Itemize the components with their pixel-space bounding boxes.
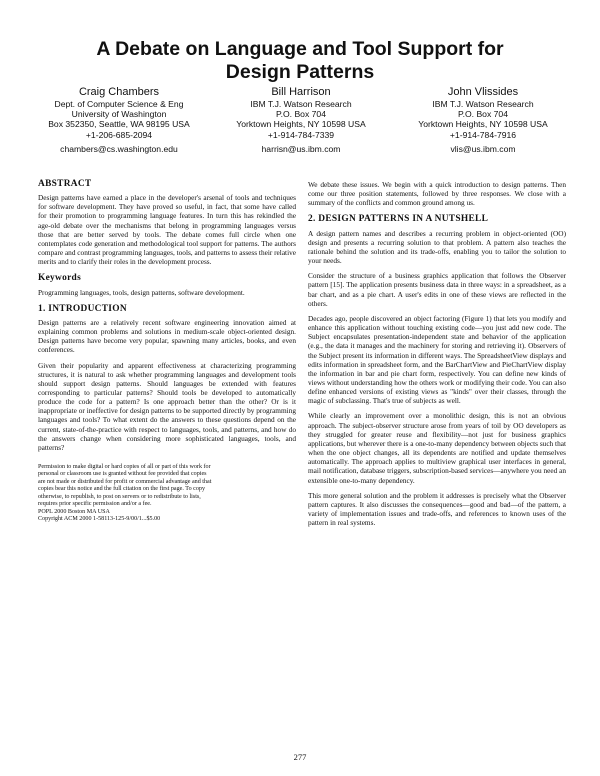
title-line-2: Design Patterns: [225, 61, 375, 83]
right-column: [308, 180, 566, 533]
permission-line: requires prior specific permission and/or a fee.: [38, 501, 152, 508]
section2-paragraph: A design pattern names and describes a recurring problem in object-oriented (OO) design and presents a recurring solution to that problem. A pattern also teaches the rationale behind the solution and its trade-offs, enabling you to tailor the solution to your needs.: [308, 228, 566, 266]
author-phone: +1-914-784-7916: [449, 129, 517, 140]
author-affiliation: IBM T.J. Watson Research: [432, 99, 534, 109]
author-address: Box 352350, Seattle, WA 98195 USA: [48, 119, 190, 130]
author-name: John Vlissides: [447, 86, 519, 98]
permission-line: otherwise, to republish, to post on servers or to redistribute to lists,: [38, 493, 201, 500]
permission-line: personal or classroom use is granted without fee provided that copies: [38, 471, 207, 478]
title-line-1: A Debate on Language and Tool Support for: [96, 38, 504, 60]
section2-paragraph: Consider the structure of a business graphics application that follows the Observer pattern [15]. The application presents business data in three ways: in a spreadsheet, as a bar chart, and as a pie chart. A user's edits in one of these views are reflected in the others.: [308, 271, 566, 308]
introduction-paragraph: Given their popularity and apparent effectiveness at characterizing programming structures, it is natural to ask whether programming languages and development tools should support design patterns. Should languages be extended with features corresponding to particular patterns? Should tools be developed to automatically produce the code for a pattern? Is one approach better than the other? Or is it inappropriate or ineffective for design patterns to be supported directly by programming languages and tools? To what extent do the answers to these questions depend on the current, state-of-the-practice with respect to languages, tools, and patterns, and how do the answers change when considering more sophisticated languages, tools, and patterns?: [38, 360, 296, 452]
author-name: Craig Chambers: [78, 86, 160, 98]
keywords-text: Programming languages, tools, design patterns, software development.: [38, 287, 245, 297]
author-address: Yorktown Heights, NY 10598 USA: [236, 119, 366, 130]
author-address: Yorktown Heights, NY 10598 USA: [418, 119, 548, 130]
author-affiliation: P.O. Box 704: [275, 109, 326, 120]
author-affiliation: Dept. of Computer Science & Eng: [54, 99, 184, 109]
paper-title: [0, 38, 600, 84]
abstract-heading: ABSTRACT: [38, 179, 92, 189]
section2-paragraph: Decades ago, people discovered an object factoring (Figure 1) that lets you modify and enhance this application without touching existing code—you just add new code. The Subject encapsulates presentation-independent state and behavior of the application (e.g., the data it manages and the machinery for storing and retrieving it). Observers of the Subject present its information in different ways. The SpreadsheetView displays and edits information in spreadsheet form, and the BarChartView and PieChartView display the information in bar and pie chart form, respectively. You can define new kinds of views without understanding how the others work or modifying their code. You can also define enhanced versions of existing views as "kinds" over their classes, through the magic of subclassing. That's true of subjects as well.: [308, 313, 566, 406]
section2-paragraph: While clearly an improvement over a monolithic design, this is not an obvious approach. The subject-observer structure arose from years of toil by OO developers as they struggled for greater reuse and flexibility—not just for business graphics applications, but wherever there is a one-to-many dependency between objects such that when the one object changes, all its dependents are notified and update themselves automatically. The approach applies to multiview graphical user interfaces in general, mail notification, database triggers, subscription-based services—anywhere you need an extensible one-to-many dependency.: [308, 411, 566, 485]
permission-line: copies bear this notice and the full citation on the first page. To copy: [38, 486, 205, 493]
left-column: [38, 180, 296, 523]
author-email: chambers@cs.washington.edu: [60, 143, 178, 154]
introduction-heading: 1. INTRODUCTION: [38, 303, 127, 314]
author-harrison: [210, 86, 392, 154]
conference-line: POPL 2000 Boston MA USA: [38, 508, 110, 515]
section2-heading: 2. DESIGN PATTERNS IN A NUTSHELL: [308, 214, 489, 225]
author-affiliation: University of Washington: [71, 109, 167, 120]
section2-paragraph: This more general solution and the problem it addresses is precisely what the Observer pattern captures. It also discusses the consequences—good and bad—of the pattern, a variety of implementation issues and trade-offs, and references to known uses of the pattern in real systems.: [308, 490, 566, 528]
author-email: harrisn@us.ibm.com: [261, 143, 341, 154]
author-chambers: [28, 86, 210, 154]
author-affiliation: IBM T.J. Watson Research: [250, 99, 352, 109]
author-block: [28, 86, 574, 154]
author-phone: +1-206-685-2094: [85, 129, 153, 140]
permission-notice: [38, 464, 296, 523]
author-email: vlis@us.ibm.com: [450, 143, 516, 154]
author-affiliation: P.O. Box 704: [457, 109, 508, 120]
abstract-text: Design patterns have earned a place in the developer's arsenal of tools and techniques for software development. They have proved so useful, in fact, that some have called for their promotion to programming language features. In turn this has rekindled the age-old debate over the mechanisms that belong in programming languages versus those that are better served by tools. The debate comes full circle when one contemplates code generation and methodological tool support for patterns. The authors compare and contrast programming languages, tools, and patterns to assess their relative merits and to clarify their roles in the development process.: [38, 193, 296, 267]
keywords-heading: Keywords: [38, 273, 82, 284]
copyright-line: Copyright ACM 2000 1-58113-125-9/00/1...$5.00: [38, 515, 161, 522]
author-phone: +1-914-784-7339: [267, 129, 335, 140]
permission-line: Permission to make digital or hard copies of all or part of this work for: [38, 464, 211, 471]
introduction-paragraph: Design patterns are a relatively recent software engineering innovation aimed at explaining common problems and solutions in medium-scale object-oriented design. Design patterns have become very popular, spawning many articles, books, and even conferences.: [38, 317, 296, 355]
page-number: 277: [293, 752, 307, 762]
permission-line: are not made or distributed for profit or commercial advantage and that: [38, 478, 212, 485]
author-vlissides: [392, 86, 574, 154]
author-name: Bill Harrison: [271, 86, 331, 98]
intro-continuation: We debate these issues. We begin with a quick introduction to design patterns. Then come our three position statements, followed by three responses. We close with a summary of the conflicts and common ground among us.: [308, 180, 566, 208]
